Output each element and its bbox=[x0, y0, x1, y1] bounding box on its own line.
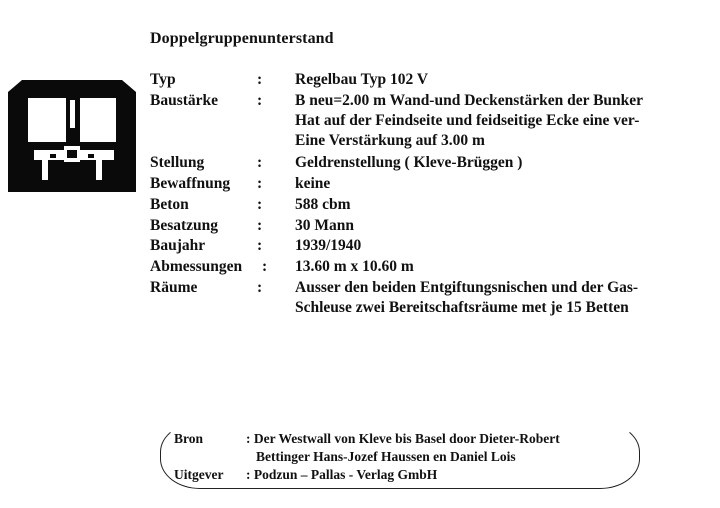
field-label: Stellung bbox=[150, 154, 205, 171]
field-value: B neu=2.00 m Wand-und Deckenstärken der Bunker bbox=[295, 92, 644, 109]
field-value: keine bbox=[295, 175, 331, 192]
field-colon: : bbox=[257, 237, 263, 254]
field-label: Baustärke bbox=[150, 92, 219, 109]
field-value: 13.60 m x 10.60 m bbox=[295, 258, 414, 275]
field-colon: : bbox=[257, 279, 263, 296]
field-value: Geldrenstellung ( Kleve-Brüggen ) bbox=[295, 154, 523, 171]
field-label: Besatzung bbox=[150, 217, 219, 234]
field-colon: : bbox=[257, 217, 263, 234]
field-value: Eine Verstärkung auf 3.00 m bbox=[295, 132, 485, 149]
source-uitgever-label: Uitgever bbox=[174, 467, 224, 482]
source-bron-label: Bron bbox=[174, 431, 204, 446]
field-value: Schleuse zwei Bereitschaftsräume met je 15 Betten bbox=[295, 299, 629, 316]
field-value: Hat auf der Feindseite und feidseitige Ecke eine ver- bbox=[295, 112, 640, 129]
field-value: 1939/1940 bbox=[295, 237, 362, 254]
field-label: Räume bbox=[150, 279, 198, 296]
field-colon: : bbox=[257, 175, 263, 192]
source-uitgever-value: : Podzun – Pallas - Verlag GmbH bbox=[246, 467, 438, 482]
field-label: Bewaffnung bbox=[150, 175, 231, 192]
field-label: Typ bbox=[150, 71, 176, 88]
field-colon: : bbox=[257, 71, 263, 88]
field-colon: : bbox=[257, 154, 263, 171]
field-value: 588 cbm bbox=[295, 196, 351, 213]
field-value: Regelbau Typ 102 V bbox=[295, 71, 429, 88]
field-colon: : bbox=[262, 258, 268, 275]
source-bron-line1: : Der Westwall von Kleve bis Basel door Dieter-Robert bbox=[246, 431, 560, 446]
field-colon: : bbox=[257, 196, 263, 213]
field-label: Abmessungen bbox=[150, 258, 243, 275]
field-label: Baujahr bbox=[150, 237, 206, 254]
field-colon: : bbox=[257, 92, 263, 109]
field-value: 30 Mann bbox=[295, 217, 354, 234]
field-label: Beton bbox=[150, 196, 189, 213]
field-value: Ausser den beiden Entgiftungsnischen und der Gas- bbox=[295, 279, 639, 296]
bunker-floor-plan-icon bbox=[8, 80, 136, 192]
source-bron-line2: Bettinger Hans-Jozef Haussen en Daniel Lois bbox=[256, 449, 516, 464]
document-title: Doppelgruppenunterstand bbox=[150, 30, 334, 47]
